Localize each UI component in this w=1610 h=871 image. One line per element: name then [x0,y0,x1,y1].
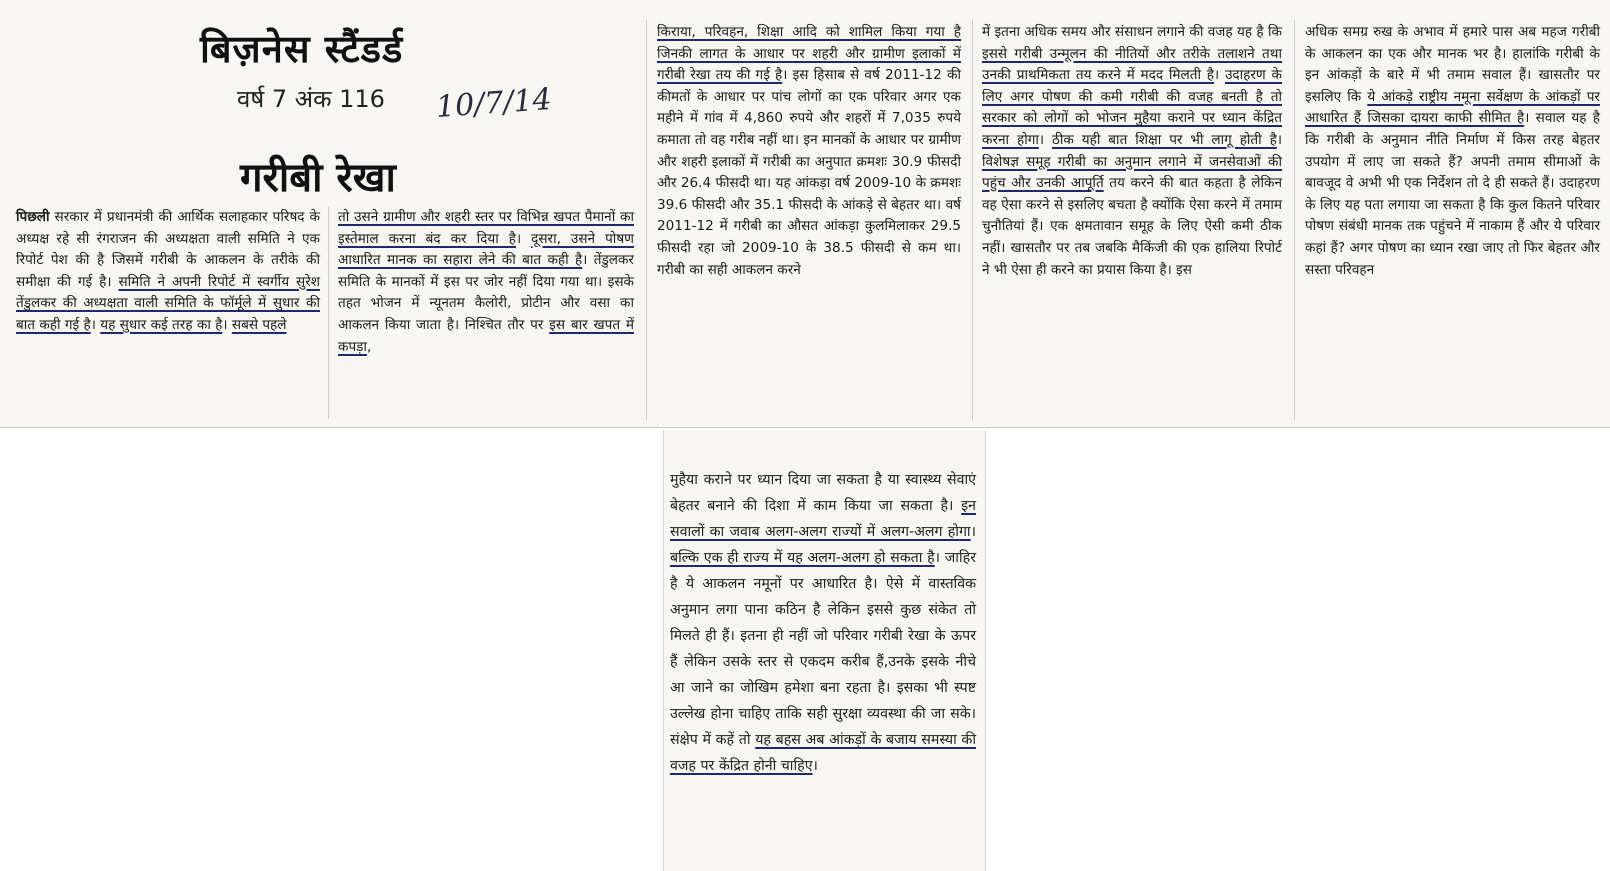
lead-word: पिछली [16,209,50,225]
article-column-3 [657,22,961,281]
article-text: । [90,316,101,333]
newspaper-clipping-top [0,0,1610,428]
pen-underlined-text: इन सवालों का जवाब अलग-अलग राज्यों में अलग-अलग होगा [670,498,976,540]
pen-underlined-text: इससे गरीबी उन्मूलन की नीतियों और तरीके तलाशने तथा उनकी प्राथमिकता तय करने में मदद मिलती है [982,45,1282,84]
article-column-1 [16,207,320,337]
article-column-4 [982,22,1282,281]
pen-underlined-text: दूसरा, उसने पोषण आधारित मानक का सहारा लेने की बात कही है [338,230,635,269]
article-text: । इस हिसाब से वर्ष 2011-12 की कीमतों के आधार पर पांच लोगों का एक परिवार अगर एक महीने में गांव में 4,860 रुपये और शहरों में 7,035 रुपये कमाता तो वह गरीब नहीं था। इन मानकों के आधार पर ग्रामीण और शहरी इलाकों में गरीबी का अनुपात क्रमशः 30.9 फीसदी और 26.4 फीसदी था। यह आंकड़ा वर्ष 2009-10 के क्रमशः 39.6 फीसदी और 35.1 फीसदी के आंकड़े से बेहतर था। वर्ष 2011-12 में गरीबी का औसत आंकड़ा कुलमिलाकर 29.5 फीसदी रहा जो 2009-10 के 38.5 फीसदी से कम था। गरीबी का सही आकलन करने [657,67,961,278]
article-text: । [970,524,976,540]
article-text: । [812,758,818,774]
handwritten-date: 10/7/14 [434,82,553,125]
pen-underlined-text: तो उसने ग्रामीण और शहरी स्तर पर विभिन्न खपत पैमानों का इस्तेमाल करना बंद कर दिया है [338,209,634,247]
pen-underlined-text: किराया, परिवहन, शिक्षा आदि को शामिल किया गया है जिनकी लागत के आधार पर शहरी और ग्रामीण इलाकों में गरीबी रेखा तय की गई है [657,24,961,84]
article-text: । जाहिर है ये आकलन नमूनों पर आधारित है। ऐसे में वास्तविक अनुमान लगा पाना कठिन है लेकिन इससे कुछ संकेत तो मिलते ही हैं। इतना ही नहीं जो परिवार गरीबी रेखा के ऊपर हैं लेकिन उसके स्तर से एकदम करीब हैं,उनके इसके नीचे आ जाने का जोखिम हमेशा बना रहता है। इसका भी स्पष्ट उल्लेख होना चाहिए ताकि सही सुरक्षा व्यवस्था की जा सके। संक्षेप में कहें तो [670,550,976,748]
column-divider [646,20,647,420]
article-text: । [1276,131,1282,148]
pen-underlined-text: बल्कि एक ही राज्य में यह अलग-अलग हो सकता है [670,550,935,566]
article-column-6 [670,467,976,779]
article-column-5 [1305,22,1600,281]
bleed-through-text [469,44,480,79]
pen-underlined-text: समिति ने अपनी रिपोर्ट में स्वर्गीय सुरेश तेंडुलकर की अध्यक्षता वाली समिति के फॉर्मूले में सुधार की बात कही गई है [16,273,320,333]
article-text: में इतना अधिक समय और संसाधन लगाने की वजह यह है कि [982,24,1282,40]
pen-underlined-text: यह सुधार कई तरह का है [100,316,223,333]
issue-number: वर्ष 7 अंक 116 [237,85,385,113]
article-text: । तेंडुलकर समिति के मानकों में इस पर जोर नहीं दिया गया था। इसके तहत भोजन में न्यूनतम कैलोरी, प्रोटीन और वसा का आकलन किया जाता है। निश्चित तौर पर [338,252,634,333]
article-column-2 [338,207,634,358]
article-text: , [366,338,372,355]
pen-underlined-text: ये आंकड़े राष्ट्रीय नमूना सर्वेक्षण के आंकड़ों पर आधारित हैं जिसका दायरा काफी सीमित है [1305,88,1600,127]
pen-underlined-text: ठीक यही बात शिक्षा पर भी लागू होती है [1051,131,1277,148]
article-text: । सवाल यह है कि गरीबी के अनुमान नीति निर्माण में किस तरह बेहतर उपयोग में लाए जा सकते हैं? अपनी तमाम सीमाओं के बावजूद वे अभी भी एक निर्देशन तो दे ही सकते हैं। उदाहरण के लिए यह पता लगाया जा सकता है कि कुल कितने परिवार पोषण संबंधी मानक तक पहुंचने में नाकाम हैं और ये परिवार कहां हैं? अगर पोषण का ध्यान रखा जाए तो फिर बेहतर और सस्ता परिवहन [1305,110,1600,278]
column-divider [1294,20,1295,420]
article-text: । [1214,67,1225,84]
column-divider [972,20,973,420]
pen-underlined-text: सबसे पहले [231,316,287,333]
pen-underlined-text: उदाहरण के लिए अगर पोषण की कमी गरीबी की वजह बनती है तो सरकार को लोगों को भोजन मुहैया कराने पर ध्यान केंद्रित करना होगा [982,67,1282,148]
pen-underlined-text: यह बहस अब आंकड़ों के बजाय समस्या की वजह पर केंद्रित होनी चाहिए [670,732,976,774]
publication-masthead: बिज़नेस स्टैंडर्ड [200,27,404,71]
article-text: । [222,316,232,333]
pen-underlined-text: इस बार खपत में कपड़ा [338,316,634,355]
column-divider [328,207,329,419]
article-text: । [515,230,532,247]
editorial-headline: गरीबी रेखा [240,155,396,201]
article-text: तय करने की बात कहता है लेकिन वह ऐसा करने से इसलिए बचता है क्योंकि ऐसा करने में तमाम चुनौतियां हैं। एक क्षमतावान समूह के लिए ऐसी कमी ठीक नहीं। खासतौर पर तब जबकि मैकिंजी की एक हालिया रिपोर्ट ने भी ऐसा ही करने का प्रयास किया है। इस [982,175,1282,278]
article-text: । [1038,131,1052,148]
article-text: सरकार में प्रधानमंत्री की आर्थिक सलाहकार परिषद के अध्यक्ष रहे सी रंगराजन की अध्यक्षता वाली समिति ने एक रिपोर्ट पेश की है जिसमें गरीबी के आकलन के तरीके की समीक्षा की गई है। [16,209,320,290]
pen-underlined-text: विशेषज्ञ समूह गरीबी का अनुमान लगाने में जनसेवाओं की पहुंच और उनकी आपूर्ति [982,153,1282,192]
article-text: मुहैया कराने पर ध्यान दिया जा सकता है या स्वास्थ्य सेवाएं बेहतर बनाने की दिशा में काम किया जा सकता है। [670,472,976,514]
article-text: अधिक समग्र रुख के अभाव में हमारे पास अब महज गरीबी के आकलन का एक और मानक भर है। हालांकि गरीबी के इन आंकड़ों के बारे में भी तमाम सवाल हैं। खासतौर पर इसलिए कि [1305,24,1600,105]
